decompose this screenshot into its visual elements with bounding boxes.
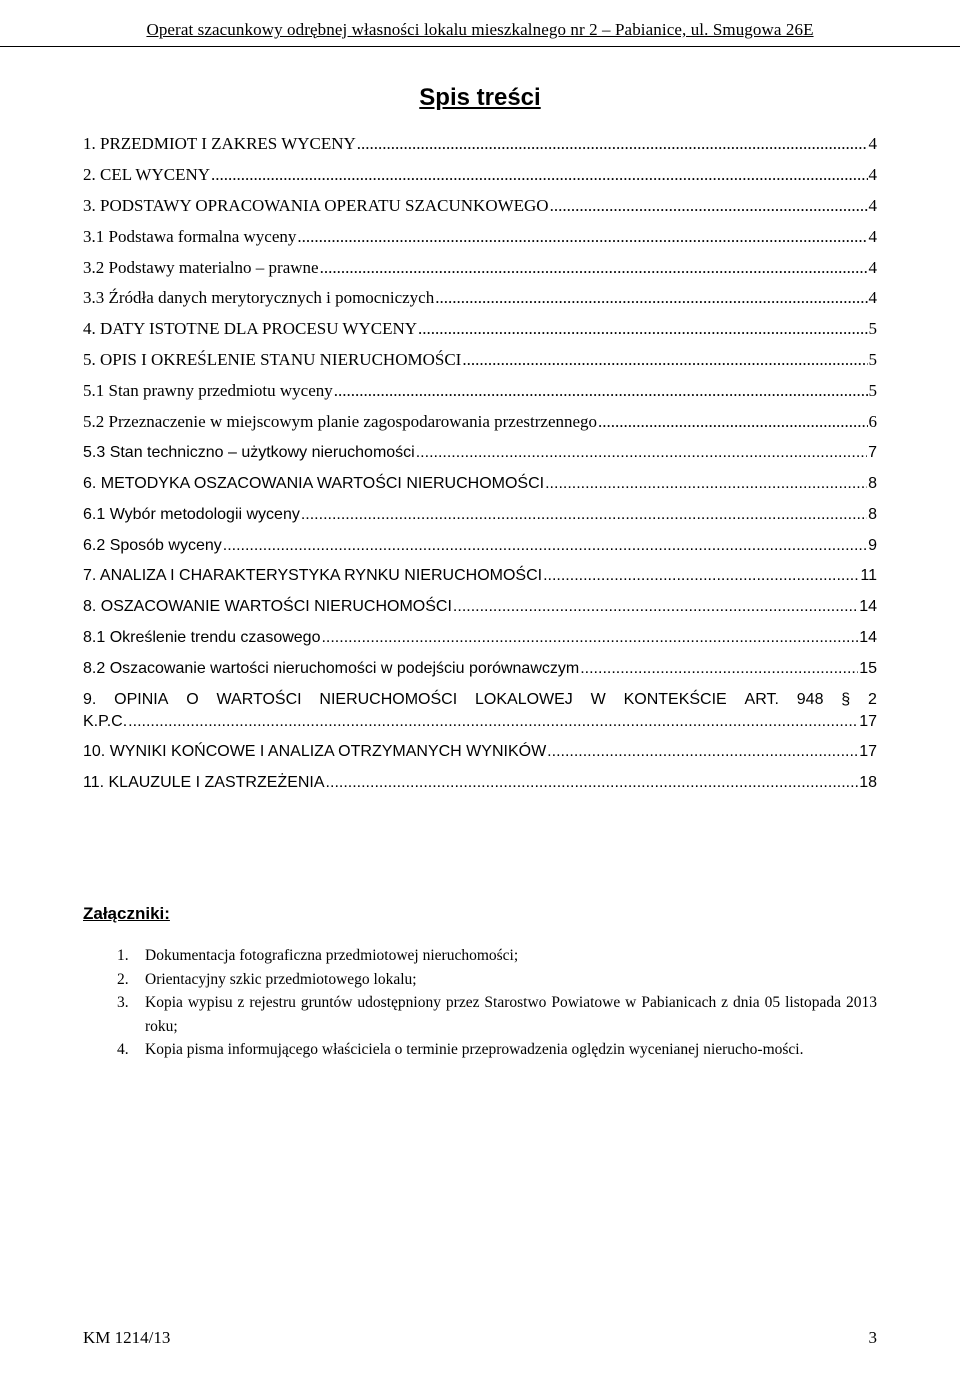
toc-entry[interactable] xyxy=(83,257,877,288)
attachment-item xyxy=(83,991,877,1038)
toc-leader xyxy=(543,565,859,587)
toc-page: 9 xyxy=(868,536,877,554)
toc-line xyxy=(83,565,877,587)
toc-word: 948 xyxy=(796,691,824,709)
attachment-text: Kopia wypisu z rejestru gruntów udostępniony przez Starostwo Powiatowe w Pabianicach z dnia 05 listopada 2013 roku; xyxy=(145,994,877,1035)
toc-entry[interactable] xyxy=(83,164,877,195)
toc-entry[interactable] xyxy=(83,741,877,772)
toc-entry[interactable] xyxy=(83,442,877,473)
attachment-item xyxy=(83,968,877,992)
toc-label: 3.2 Podstawy materialno – prawne xyxy=(83,257,319,277)
attachment-number: 3. xyxy=(117,994,129,1011)
toc-line xyxy=(83,711,877,733)
toc-leader xyxy=(223,535,867,557)
running-header-text: Operat szacunkowy odrębnej własności lokalu mieszkalnego nr 2 – Pabianice, ul. Smugowa 26E xyxy=(146,20,814,39)
toc-leader xyxy=(545,473,867,495)
toc-entry[interactable] xyxy=(83,318,877,349)
page-title: Spis treści xyxy=(419,84,541,111)
toc-leader xyxy=(435,287,867,309)
toc-word: 2 xyxy=(868,691,877,709)
toc-entry[interactable] xyxy=(83,504,877,535)
toc-label: 6. METODYKA OSZACOWANIA WARTOŚCI NIERUCHOMOŚCI xyxy=(83,474,545,492)
toc-label: 6.2 Sposób wyceny xyxy=(83,536,222,554)
attachment-number: 2. xyxy=(117,970,129,988)
toc-leader xyxy=(326,772,859,794)
toc-label: 6.1 Wybór metodologii wyceny xyxy=(83,505,300,523)
page-number: 3 xyxy=(868,1328,877,1347)
toc-line xyxy=(83,473,877,495)
toc-label: 2. CEL WYCENY xyxy=(83,164,211,184)
toc-page: 6 xyxy=(868,412,877,432)
toc-page: 4 xyxy=(868,134,877,153)
toc-word: ART. xyxy=(744,691,779,709)
toc-page: 14 xyxy=(859,598,877,616)
toc-label: 5.3 Stan techniczno – użytkowy nieruchomości xyxy=(83,443,415,461)
toc-label: 8.2 Oszacowanie wartości nieruchomości w podejściu porównawczym xyxy=(83,660,580,678)
toc-line xyxy=(83,596,877,618)
toc-label: 5.2 Przeznaczenie w miejscowym planie zagospodarowania przestrzennego xyxy=(83,412,598,432)
attachment-item xyxy=(83,1038,877,1062)
toc-page: 11 xyxy=(860,567,877,585)
toc-page: 4 xyxy=(868,288,877,308)
toc-entry[interactable] xyxy=(83,535,877,566)
toc-leader xyxy=(453,596,858,618)
toc-entry[interactable] xyxy=(83,689,877,741)
running-header xyxy=(0,20,960,47)
toc-entry[interactable] xyxy=(83,658,877,689)
toc-line xyxy=(83,195,877,217)
toc-line xyxy=(83,627,877,649)
toc-leader xyxy=(128,711,858,733)
toc-leader xyxy=(357,133,868,155)
toc-entry[interactable] xyxy=(83,772,877,803)
toc-line xyxy=(83,257,877,279)
toc-entry[interactable] xyxy=(83,380,877,411)
toc-leader xyxy=(598,411,867,433)
attachment-number: 1. xyxy=(117,947,129,964)
toc-line xyxy=(83,741,877,763)
toc-leader xyxy=(416,442,867,464)
toc-label: 5. OPIS I OKREŚLENIE STANU NIERUCHOMOŚCI xyxy=(83,350,462,370)
page-footer xyxy=(83,1328,877,1348)
toc-line xyxy=(83,380,877,402)
toc-word: LOKALOWEJ xyxy=(475,691,573,709)
attachment-text: Dokumentacja fotograficzna przedmiotowej nieruchomości; xyxy=(145,947,519,964)
toc-word: WARTOŚCI xyxy=(216,691,302,709)
toc-page: 5 xyxy=(868,350,877,370)
toc-label: 11. KLAUZULE I ZASTRZEŻENIA xyxy=(83,773,325,791)
toc-label: 1. PRZEDMIOT I ZAKRES WYCENY xyxy=(83,134,356,153)
toc-page: 14 xyxy=(859,629,877,647)
toc-entry[interactable] xyxy=(83,411,877,442)
toc-line xyxy=(83,442,877,464)
toc-label: 8.1 Określenie trendu czasowego xyxy=(83,629,321,647)
attachments-title: Załączniki: xyxy=(83,904,170,923)
toc-page: 5 xyxy=(868,381,877,401)
toc-label xyxy=(83,689,877,711)
toc-page: 4 xyxy=(868,257,877,277)
toc-entry[interactable] xyxy=(83,226,877,257)
toc-page: 4 xyxy=(868,164,877,184)
toc-label: 7. ANALIZA I CHARAKTERYSTYKA RYNKU NIERUCHOMOŚCI xyxy=(83,567,543,585)
toc-word: KONTEKŚCIE xyxy=(623,691,727,709)
toc-leader xyxy=(320,257,868,279)
toc-leader xyxy=(301,504,867,526)
toc-line xyxy=(83,504,877,526)
toc-leader xyxy=(321,627,858,649)
toc-page: 8 xyxy=(868,474,877,492)
toc-leader xyxy=(550,195,868,217)
toc-leader xyxy=(297,226,867,248)
toc-label: 3.1 Podstawa formalna wyceny xyxy=(83,226,297,246)
toc-word: O xyxy=(186,691,199,709)
toc-word: 9. xyxy=(83,691,97,709)
toc-line xyxy=(83,349,877,371)
toc-word: § xyxy=(841,691,851,709)
toc-line xyxy=(83,535,877,557)
toc-page: 17 xyxy=(859,743,877,761)
toc-label: 10. WYNIKI KOŃCOWE I ANALIZA OTRZYMANYCH WYNIKÓW xyxy=(83,743,547,761)
toc-leader xyxy=(418,318,867,340)
toc-word: OPINIA xyxy=(114,691,169,709)
toc-entry[interactable] xyxy=(83,349,877,380)
toc-entry[interactable] xyxy=(83,195,877,226)
toc-page: 5 xyxy=(868,319,877,339)
toc-entry[interactable] xyxy=(83,627,877,658)
toc-leader xyxy=(334,380,868,402)
table-of-contents xyxy=(83,133,877,803)
toc-label: 3. PODSTAWY OPRACOWANIA OPERATU SZACUNKOWEGO xyxy=(83,195,549,215)
toc-entry[interactable] xyxy=(83,565,877,596)
toc-page: 18 xyxy=(859,773,877,791)
attachment-item xyxy=(83,944,877,968)
attachment-text: Kopia pisma informującego właściciela o terminie przeprowadzenia oględzin wycenianej nierucho-mości. xyxy=(145,1041,804,1058)
attachment-number: 4. xyxy=(117,1041,129,1058)
toc-label: 4. DATY ISTOTNE DLA PROCESU WYCENY xyxy=(83,319,418,339)
toc-leader xyxy=(580,658,858,680)
toc-word: W xyxy=(590,691,606,709)
toc-leader xyxy=(462,349,867,371)
toc-line xyxy=(83,411,877,433)
attachments-list xyxy=(83,944,877,1062)
toc-page: 8 xyxy=(868,505,877,523)
toc-page: 15 xyxy=(859,660,877,678)
toc-label: 8. OSZACOWANIE WARTOŚCI NIERUCHOMOŚCI xyxy=(83,598,452,616)
toc-line xyxy=(83,164,877,186)
toc-entry[interactable] xyxy=(83,596,877,627)
document-number: KM 1214/13 xyxy=(83,1328,171,1347)
toc-line xyxy=(83,226,877,248)
toc-line xyxy=(83,658,877,680)
toc-line xyxy=(83,133,877,155)
toc-label: K.P.C. xyxy=(83,713,128,731)
toc-label: 5.1 Stan prawny przedmiotu wyceny xyxy=(83,381,333,401)
toc-page: 17 xyxy=(859,713,877,731)
toc-line xyxy=(83,318,877,340)
toc-label: 3.3 Źródła danych merytorycznych i pomocniczych xyxy=(83,288,435,308)
toc-entry[interactable] xyxy=(83,473,877,504)
toc-line xyxy=(83,287,877,309)
toc-entry[interactable] xyxy=(83,133,877,164)
attachment-text: Orientacyjny szkic przedmiotowego lokalu; xyxy=(145,970,417,988)
toc-leader xyxy=(211,164,867,186)
toc-page: 4 xyxy=(868,195,877,215)
toc-word: NIERUCHOMOŚCI xyxy=(319,691,458,709)
toc-line xyxy=(83,772,877,794)
toc-entry[interactable] xyxy=(83,287,877,318)
toc-leader xyxy=(547,741,858,763)
toc-page: 7 xyxy=(868,443,877,461)
toc-page: 4 xyxy=(868,226,877,246)
